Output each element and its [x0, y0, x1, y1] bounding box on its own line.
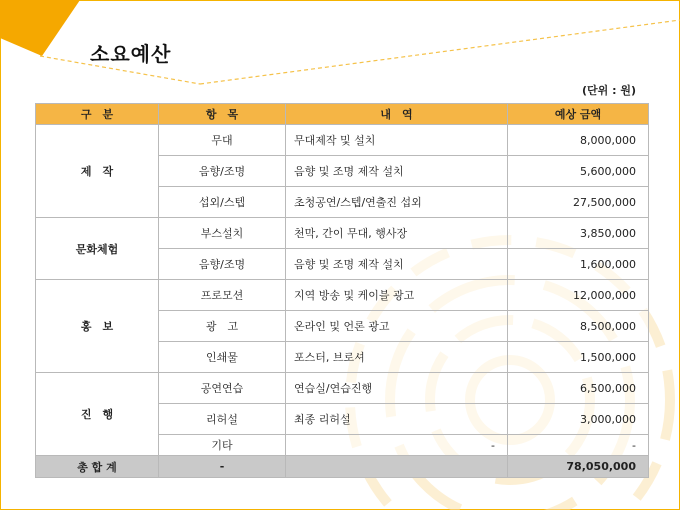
detail-cell: 최종 리허설 [286, 404, 508, 435]
group-label: 문화체험 [36, 218, 159, 280]
amount-cell: 12,000,000 [508, 280, 649, 311]
detail-cell: 온라인 및 언론 광고 [286, 311, 508, 342]
table-row [36, 125, 649, 156]
item-cell: 섭외/스텝 [159, 187, 286, 218]
unit-note: (단위 : 원) [582, 84, 636, 97]
group-label: 진 행 [36, 373, 159, 456]
amount-cell: 27,500,000 [508, 187, 649, 218]
item-cell: 광 고 [159, 311, 286, 342]
item-cell: 기타 [159, 435, 286, 456]
header-item: 항 목 [159, 104, 286, 125]
detail-cell: 음향 및 조명 제작 설치 [286, 156, 508, 187]
amount-cell: 6,500,000 [508, 373, 649, 404]
group-label: 제 작 [36, 125, 159, 218]
header-detail: 내 역 [286, 104, 508, 125]
budget-table [35, 103, 649, 478]
detail-cell: 연습실/연습진행 [286, 373, 508, 404]
amount-cell: 8,500,000 [508, 311, 649, 342]
detail-cell: 포스터, 브로셔 [286, 342, 508, 373]
detail-cell: 천막, 간이 무대, 행사장 [286, 218, 508, 249]
total-row [36, 456, 649, 478]
detail-cell: 무대제작 및 설치 [286, 125, 508, 156]
total-label: 총 합 계 [36, 456, 159, 478]
item-cell: 인쇄물 [159, 342, 286, 373]
page-title: 소요예산 [90, 42, 172, 66]
detail-cell: 지역 방송 및 케이블 광고 [286, 280, 508, 311]
header-amount: 예상 금액 [508, 104, 649, 125]
item-cell: 음향/조명 [159, 156, 286, 187]
item-cell: 부스설치 [159, 218, 286, 249]
table-row [36, 280, 649, 311]
total-detail [286, 456, 508, 478]
amount-cell: 8,000,000 [508, 125, 649, 156]
detail-cell: 초청공연/스텝/연출진 섭외 [286, 187, 508, 218]
item-cell: 리허설 [159, 404, 286, 435]
total-item: - [159, 456, 286, 478]
group-label: 홍 보 [36, 280, 159, 373]
table-row [36, 218, 649, 249]
detail-cell: - [286, 435, 508, 456]
header-category: 구 분 [36, 104, 159, 125]
item-cell: 음향/조명 [159, 249, 286, 280]
total-amount: 78,050,000 [508, 456, 649, 478]
item-cell: 프로모션 [159, 280, 286, 311]
item-cell: 공연연습 [159, 373, 286, 404]
table-row [36, 373, 649, 404]
item-cell: 무대 [159, 125, 286, 156]
amount-cell: 3,850,000 [508, 218, 649, 249]
amount-cell: 5,600,000 [508, 156, 649, 187]
amount-cell: 1,600,000 [508, 249, 649, 280]
amount-cell: - [508, 435, 649, 456]
amount-cell: 1,500,000 [508, 342, 649, 373]
detail-cell: 음향 및 조명 제작 설치 [286, 249, 508, 280]
amount-cell: 3,000,000 [508, 404, 649, 435]
table-header-row [36, 104, 649, 125]
